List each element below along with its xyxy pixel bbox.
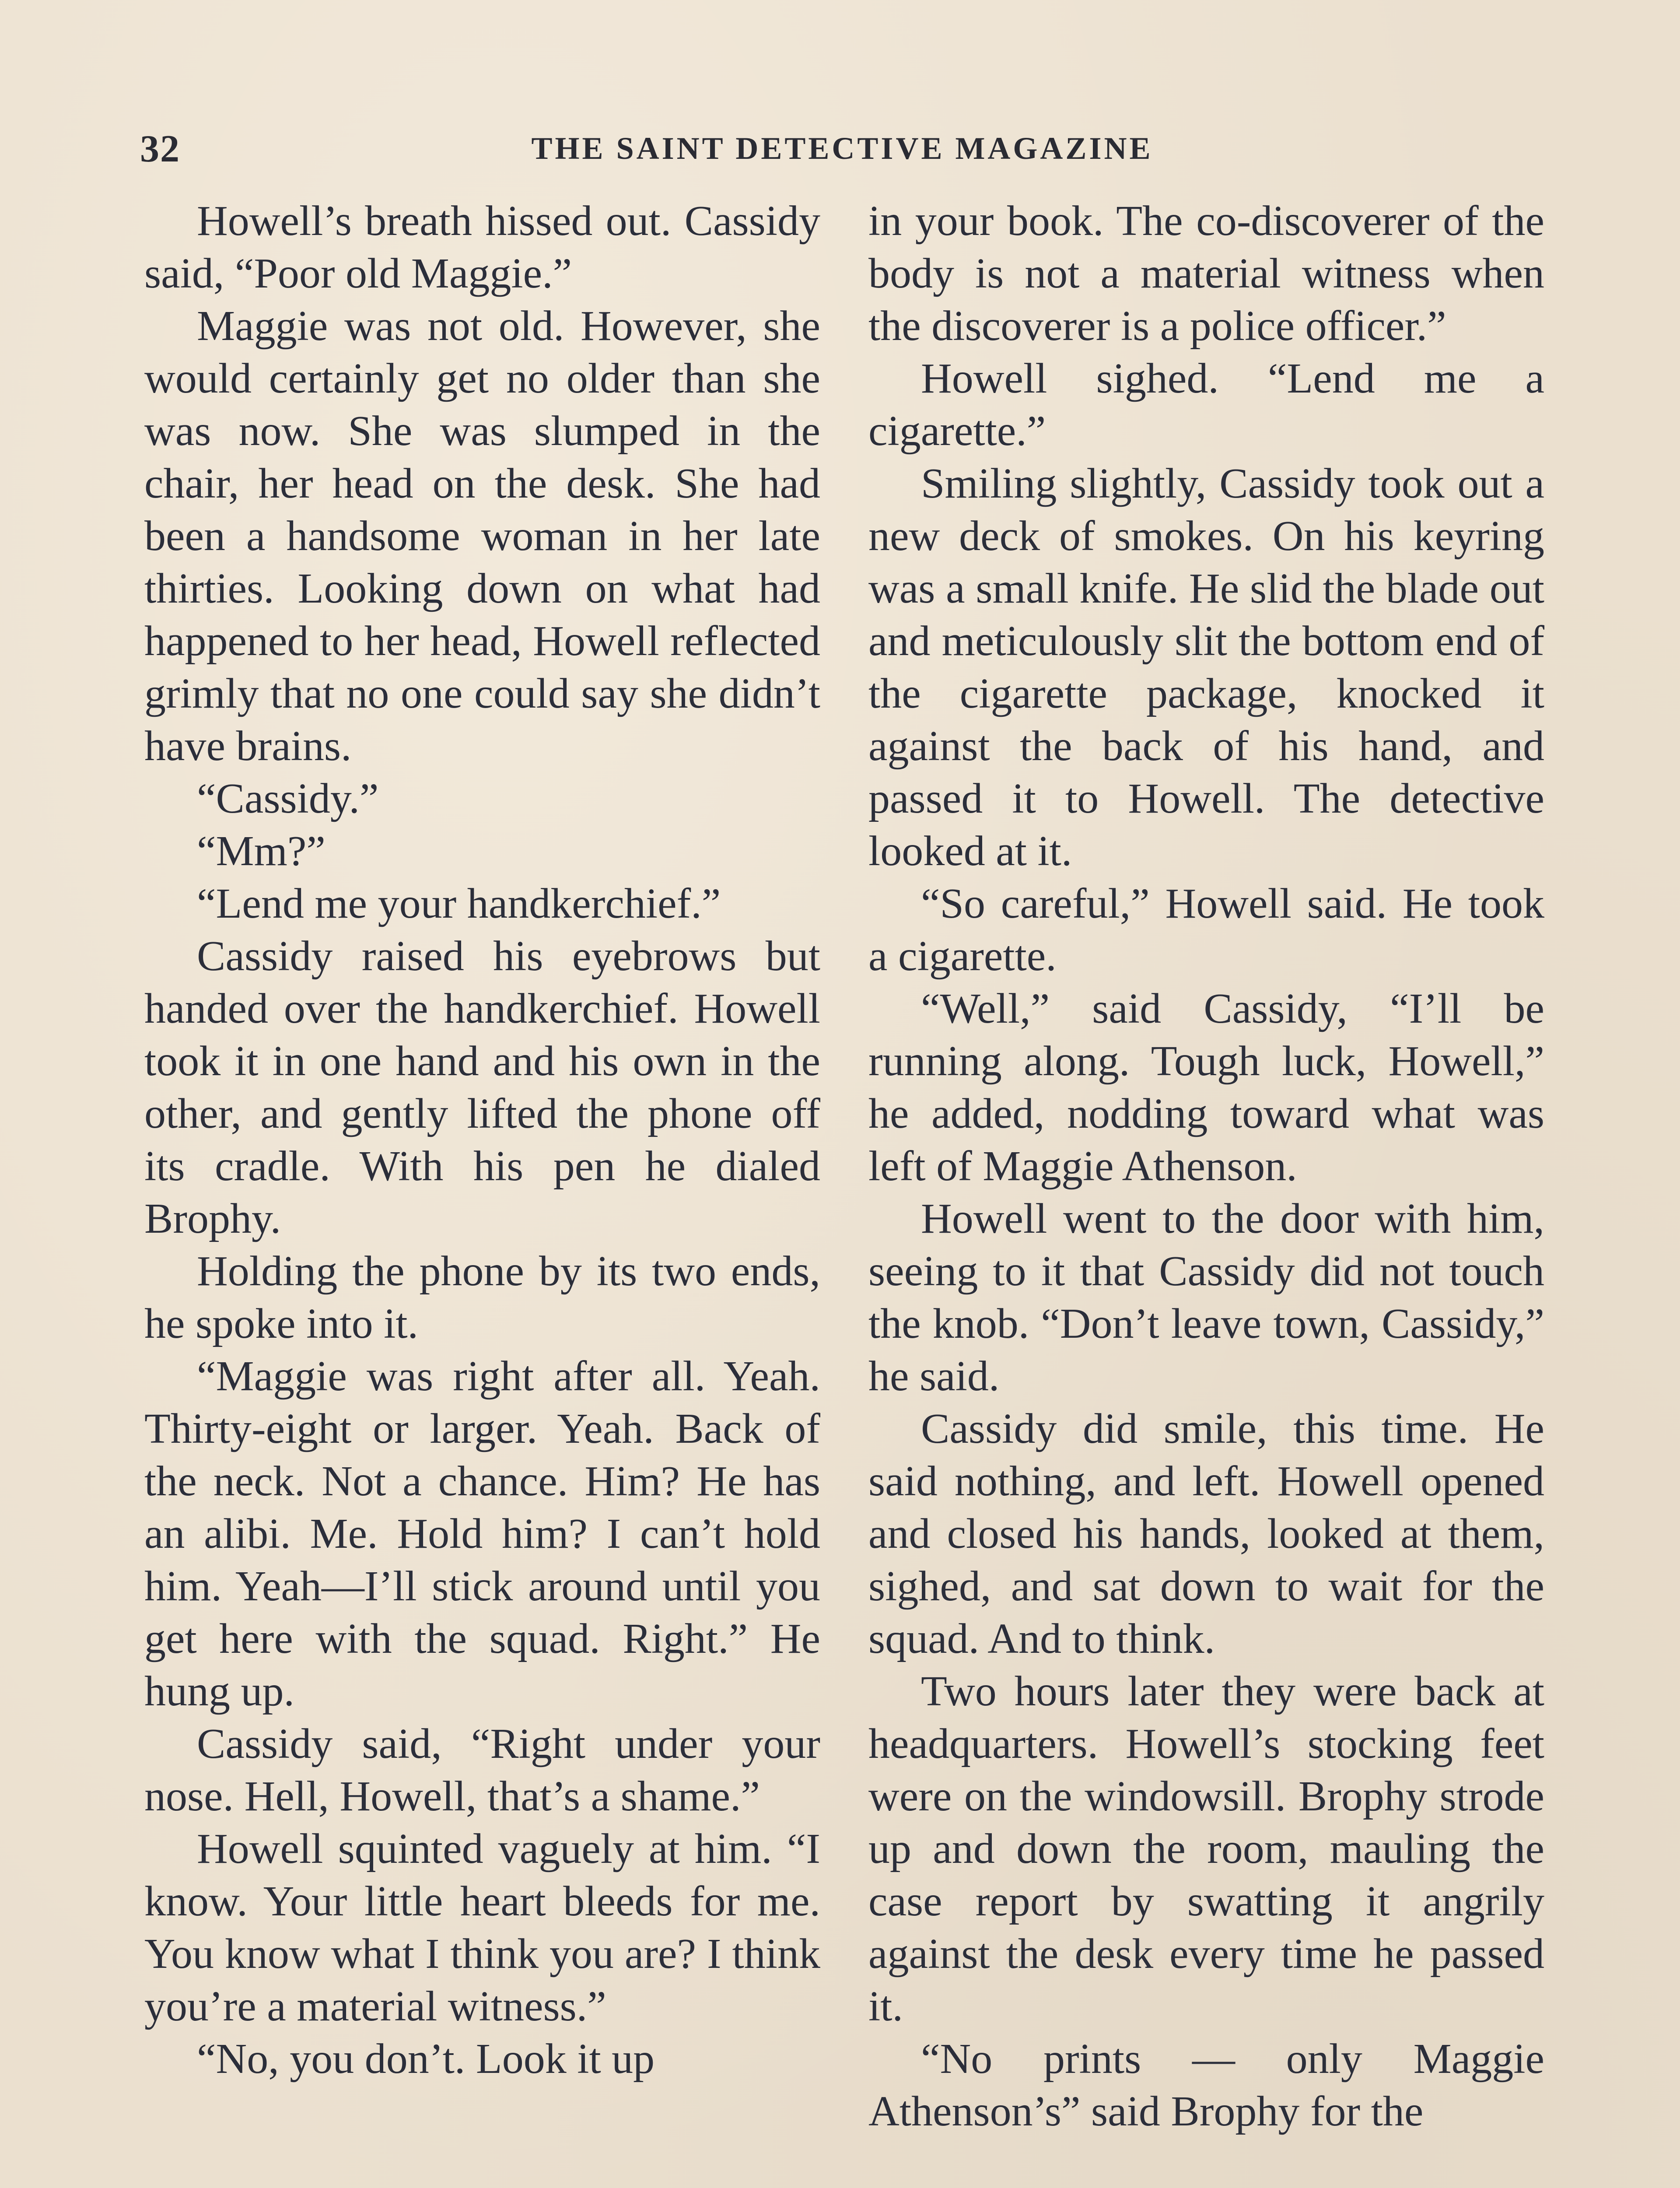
paragraph: “Maggie was right after all. Yeah. Thirty-eight or larger. Yeah. Back of the neck. Not a chance. Him? He has an alibi. Me. Hold him? I can’t hold him. Yeah—I’ll stick around until you get here with the squad. Right.” He hung up. [144, 1353, 820, 1715]
paragraph: Howell’s breath hissed out. Cassidy said, “Poor old Maggie.” [144, 197, 820, 297]
paragraph: Holding the phone by its two ends, he spoke into it. [144, 1248, 820, 1347]
paragraph: Cassidy did smile, this time. He said nothing, and left. Howell opened and closed his hands, looked at them, sighed, and sat down to wait for the squad. And to think. [868, 1405, 1544, 1662]
paragraph: Howell went to the door with him, seeing to it that Cassidy did not touch the knob. “Don’t leave town, Cassidy,” he said. [868, 1195, 1544, 1400]
paragraph: “No, you don’t. Look it up [197, 2035, 655, 2083]
paragraph: “Mm?” [197, 828, 326, 875]
paragraph-continuation: in your book. The co-discoverer of the body is not a material witness when the discoverer is a police officer.” [868, 197, 1544, 350]
running-head: THE SAINT DETECTIVE MAGAZINE [531, 131, 1153, 166]
page-header [140, 127, 1544, 179]
page-number: 32 [140, 128, 180, 170]
paragraph: Maggie was not old. However, she would certainly get no older than she was now. She was slumped in the chair, her head on the desk. She had been a handsome woman in her late thirties. Looking down on what had happened to her head, Howell reflected grimly that no one could say she didn’t have brains. [144, 302, 820, 770]
paragraph: “Cassidy.” [197, 775, 379, 822]
paragraph: Smiling slightly, Cassidy took out a new deck of smokes. On his keyring was a small knife. He slid the blade out and meticulously slit the bottom end of the cigarette package, knocked it against the back of his hand, and passed it to Howell. The detective looked at it. [868, 460, 1544, 875]
paragraph: Two hours later they were back at headquarters. Howell’s stocking feet were on the windowsill. Brophy strode up and down the room, mauling the case report by swatting it angrily against the desk every time he passed it. [868, 1668, 1544, 2030]
paragraph: Howell squinted vaguely at him. “I know. Your little heart bleeds for me. You know what I think you are? I think you’re a material witness.” [144, 1825, 820, 2030]
paragraph: “Lend me your handkerchief.” [197, 880, 721, 927]
paragraph: Cassidy raised his eyebrows but handed over the handkerchief. Howell took it in one hand and his own in the other, and gently lifted the phone off its cradle. With his pen he dialed Brophy. [144, 933, 820, 1242]
paragraph: “Well,” said Cassidy, “I’ll be running along. Tough luck, Howell,” he added, nodding toward what was left of Maggie Athenson. [868, 985, 1544, 1190]
paragraph: “No prints — only Maggie Athenson’s” said Brophy for the [868, 2035, 1544, 2135]
paragraph: Cassidy said, “Right under your nose. Hell, Howell, that’s a shame.” [144, 1720, 820, 1820]
paragraph: “So careful,” Howell said. He took a cigarette. [868, 880, 1544, 980]
right-column [868, 195, 1544, 2138]
paragraph: Howell sighed. “Lend me a cigarette.” [868, 355, 1544, 455]
left-column [144, 195, 820, 2085]
